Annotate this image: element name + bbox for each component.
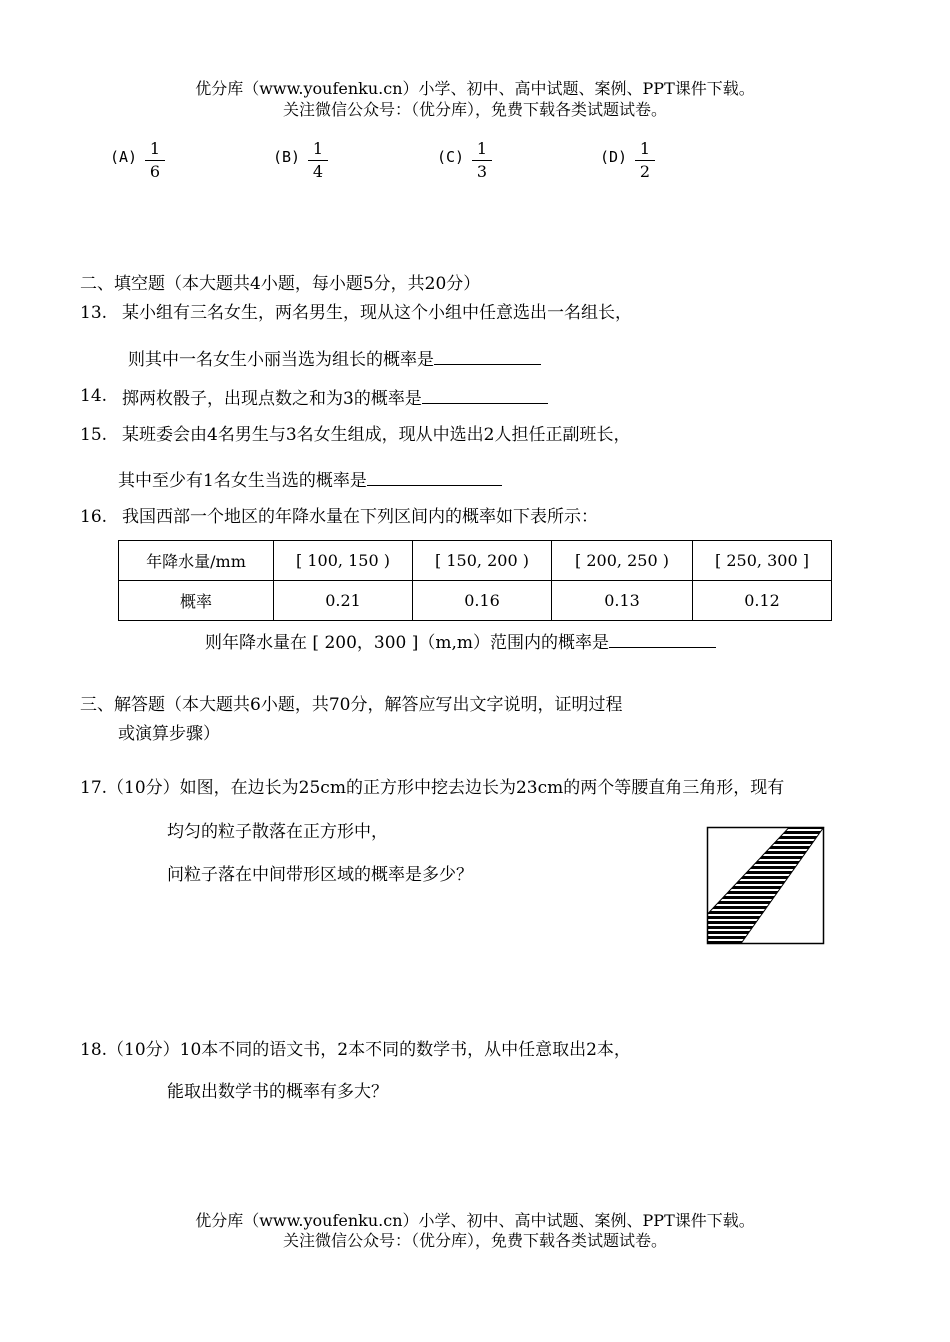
choice-a-label: (A)	[110, 148, 138, 166]
q14-line-text: 掷两枚骰子，出现点数之和为3的概率是	[122, 389, 422, 409]
table-header-cell: [ 200, 250 )	[552, 541, 693, 581]
q13-line-2	[128, 346, 541, 371]
q17-line-1: 17.（10分）如图，在边长为25cm的正方形中挖去边长为23cm的两个等腰直角三角形，现有	[80, 778, 785, 798]
section-3-title-line-1: 三、解答题（本大题共6小题，共70分，解答应写出文字说明，证明过程	[80, 695, 623, 715]
q17-line-3: 问粒子落在中间带形区域的概率是多少？	[167, 865, 473, 885]
choice-c-numerator: 1	[476, 139, 488, 158]
choice-c-fraction	[472, 140, 492, 181]
table-header-cell: [ 150, 200 )	[413, 541, 552, 581]
q15-line-1: 某班委会由4名男生与3名女生组成，现从中选出2人担任正副班长，	[122, 425, 631, 445]
table-header-cell: [ 100, 150 )	[274, 541, 413, 581]
choice-d-fraction	[635, 140, 655, 181]
table-cell: 概率	[119, 581, 274, 621]
choice-d-numerator: 1	[639, 139, 651, 158]
table-cell: 0.13	[552, 581, 693, 621]
q13-line-1: 某小组有三名女生，两名男生，现从这个小组中任意选出一名组长，	[122, 303, 632, 323]
table-cell: 0.21	[274, 581, 413, 621]
q15-line-2	[118, 467, 502, 492]
rainfall-probability-table	[118, 540, 832, 621]
q14-line	[122, 385, 548, 410]
q17-line-2: 均匀的粒子散落在正方形中，	[167, 822, 388, 842]
table-cell: 0.16	[413, 581, 552, 621]
choice-a-numerator: 1	[149, 139, 161, 158]
q14-number: 14.	[80, 386, 108, 406]
table-header-row	[119, 541, 832, 581]
q16-answer-blank	[609, 629, 716, 648]
table-row	[119, 581, 832, 621]
choice-b-numerator: 1	[312, 139, 324, 158]
section-3-title-line-2: 或演算步骤）	[118, 724, 220, 744]
choice-d-denominator: 2	[639, 162, 651, 181]
q16-number: 16.	[80, 507, 108, 527]
square-band-figure	[706, 826, 826, 946]
choice-b-denominator: 4	[312, 162, 324, 181]
q16-line-1: 我国西部一个地区的年降水量在下列区间内的概率如下表所示：	[122, 507, 598, 527]
header-line-2: 关注微信公众号：（优分库），免费下载各类试题试卷。	[282, 100, 667, 119]
table-header-cell: 年降水量/mm	[119, 541, 274, 581]
section-2-title: 二、填空题（本大题共4小题，每小题5分，共20分）	[80, 274, 481, 294]
q18-line-1: 18.（10分）10本不同的语文书，2本不同的数学书，从中任意取出2本，	[80, 1040, 631, 1060]
q13-line-2-text: 则其中一名女生小丽当选为组长的概率是	[128, 350, 434, 370]
q15-line-2-text: 其中至少有1名女生当选的概率是	[118, 471, 367, 491]
q13-number: 13.	[80, 303, 108, 323]
q14-answer-blank	[422, 385, 548, 404]
q15-number: 15.	[80, 425, 108, 445]
choice-c-label: (C)	[437, 148, 465, 166]
footer-line-1: 优分库（www.youfenku.cn）小学、初中、高中试题、案例、PPT课件下载。	[195, 1211, 755, 1230]
choice-b-label: (B)	[273, 148, 301, 166]
choice-a-denominator: 6	[149, 162, 161, 181]
choice-d-label: (D)	[600, 148, 628, 166]
choice-b-fraction	[308, 140, 328, 181]
q16-after-table	[205, 629, 716, 654]
footer-line-2: 关注微信公众号：（优分库），免费下载各类试题试卷。	[282, 1231, 667, 1250]
q18-line-2: 能取出数学书的概率有多大？	[167, 1082, 388, 1102]
choice-a-fraction	[145, 140, 165, 181]
q15-answer-blank	[367, 467, 502, 486]
header-line-1: 优分库（www.youfenku.cn）小学、初中、高中试题、案例、PPT课件下载。	[195, 79, 755, 98]
table-cell: 0.12	[693, 581, 832, 621]
choice-c-denominator: 3	[476, 162, 488, 181]
q13-answer-blank	[434, 346, 541, 365]
table-header-cell: [ 250, 300 ]	[693, 541, 832, 581]
q16-after-table-text: 则年降水量在 [ 200，300 ]（m,m）范围内的概率是	[205, 633, 610, 653]
